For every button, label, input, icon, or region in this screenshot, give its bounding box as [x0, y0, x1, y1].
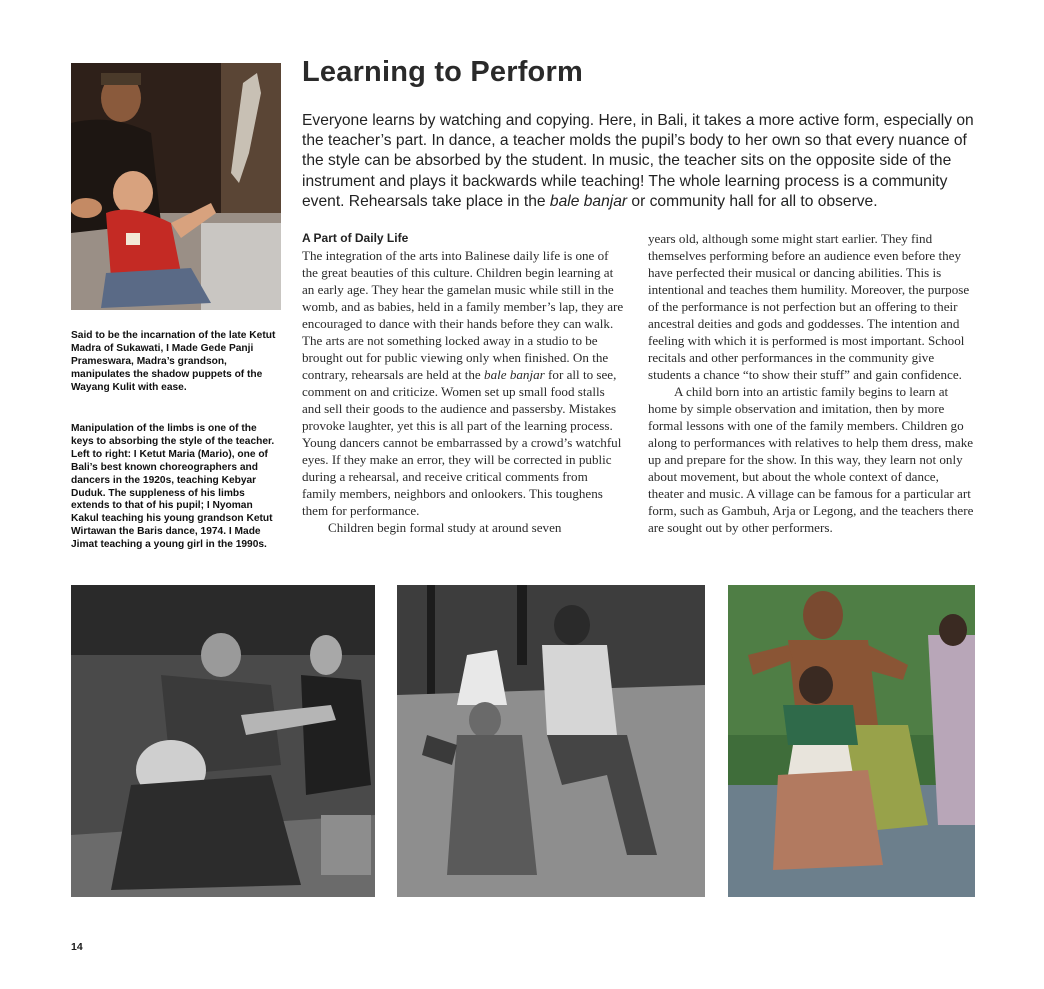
article-paragraph-2-continued: years old, although some might start earlier. They find themselves performing before an audience even before they have perfected their musical or dancing abilities. This is intentional and teaches them humility. Moreover, the purpose of the performance is not perfection but an offering to their ancestral deities and gods and goddesses. The intention and feeling with which it is performed is most important. School recitals and other performances in the community give students a chance “to show their stuff” and gain confidence. [648, 231, 970, 382]
paragraph-1-italic: bale banjar [484, 367, 545, 382]
page-number: 14 [71, 941, 83, 953]
caption-teaching-photos: Manipulation of the limbs is one of the keys to absorbing the style of the teacher. Left to right: I Ketut Maria (Mario), one of Bali’s best known choreographers and dancers in the 1920s, teaching Kebyar Duduk. The suppleness of his limbs extends to that of his pupil; I Nyoman Kakul teaching his young grandson Ketut Wirtawan the Baris dance, 1974. I Made Jimat teaching a young girl in the 1990s. [71, 423, 275, 551]
photo-baris-lesson [397, 585, 705, 897]
paragraph-1-text-b: for all to see, comment on and criticize. Women set up small food stalls and sell their goods to the audience and passersby. Mistakes provoke laughter, yet this is all part of the learning process. Young dancers cannot be embarrassed by a crowd’s watchful eyes. If they make an error, they will be corrected in public during a rehearsal, and receive critical comments from family members, neighbors and onlookers. This toughens them for performance. [302, 367, 622, 518]
intro-text-2: or community hall for all to observe. [627, 192, 878, 210]
intro-paragraph [302, 111, 978, 212]
caption-shadow-puppet: Said to be the incarnation of the late Ketut Madra of Sukawati, I Made Gede Panji Prameswara, Madra’s grandson, manipulates the shadow puppets of the Wayang Kulit with ease. [71, 330, 276, 393]
page-title: Learning to Perform [302, 56, 583, 88]
intro-text-1: Everyone learns by watching and copying. Here, in Bali, it takes a more active form, especially on the teacher’s part. In dance, a teacher molds the pupil’s body to her own so that every nuance of the style can be absorbed by the student. In music, the teacher sits on the opposite side of the instrument and plays it backwards while teaching! The whole learning process is a community event. Rehearsals take place in the [302, 112, 974, 210]
paragraph-1-text-a: The integration of the arts into Balinese daily life is one of the great beauties of this culture. Children begin learning at an early age. They hear the gamelan music while still in the womb, and as babies, held in a family member’s lap, they are encouraged to dance with their hands before they can walk. The arts are not something locked away in a studio to be brought out for public viewing only when finished. On the contrary, rehearsals are held at the [302, 248, 624, 382]
photo-jimat-teaching [728, 585, 975, 897]
article-paragraph-2-start: Children begin formal study at around seven [328, 520, 562, 535]
intro-italic: bale banjar [549, 192, 628, 210]
article-paragraph-1 [302, 247, 624, 519]
article-column-left [302, 230, 624, 536]
photo-kebyar-duduk-lesson [71, 585, 375, 897]
article-paragraph-3: A child born into an artistic family begins to learn at home by simple observation and imitation, then by more formal lessons with one of the family members. Children go along to performances with relatives to help them dress, make up and prepare for the show. In this way, they learn not only about movement, but about the whole context of dance, theater and music. A village can be famous for a particular art form, such as Gambuh, Arja or Legong, and the teachers there are sought out by other performers. [648, 384, 974, 535]
article-subheading: A Part of Daily Life [302, 231, 409, 245]
photo-shadow-puppet-boy [71, 63, 281, 310]
article-column-right [648, 230, 975, 536]
